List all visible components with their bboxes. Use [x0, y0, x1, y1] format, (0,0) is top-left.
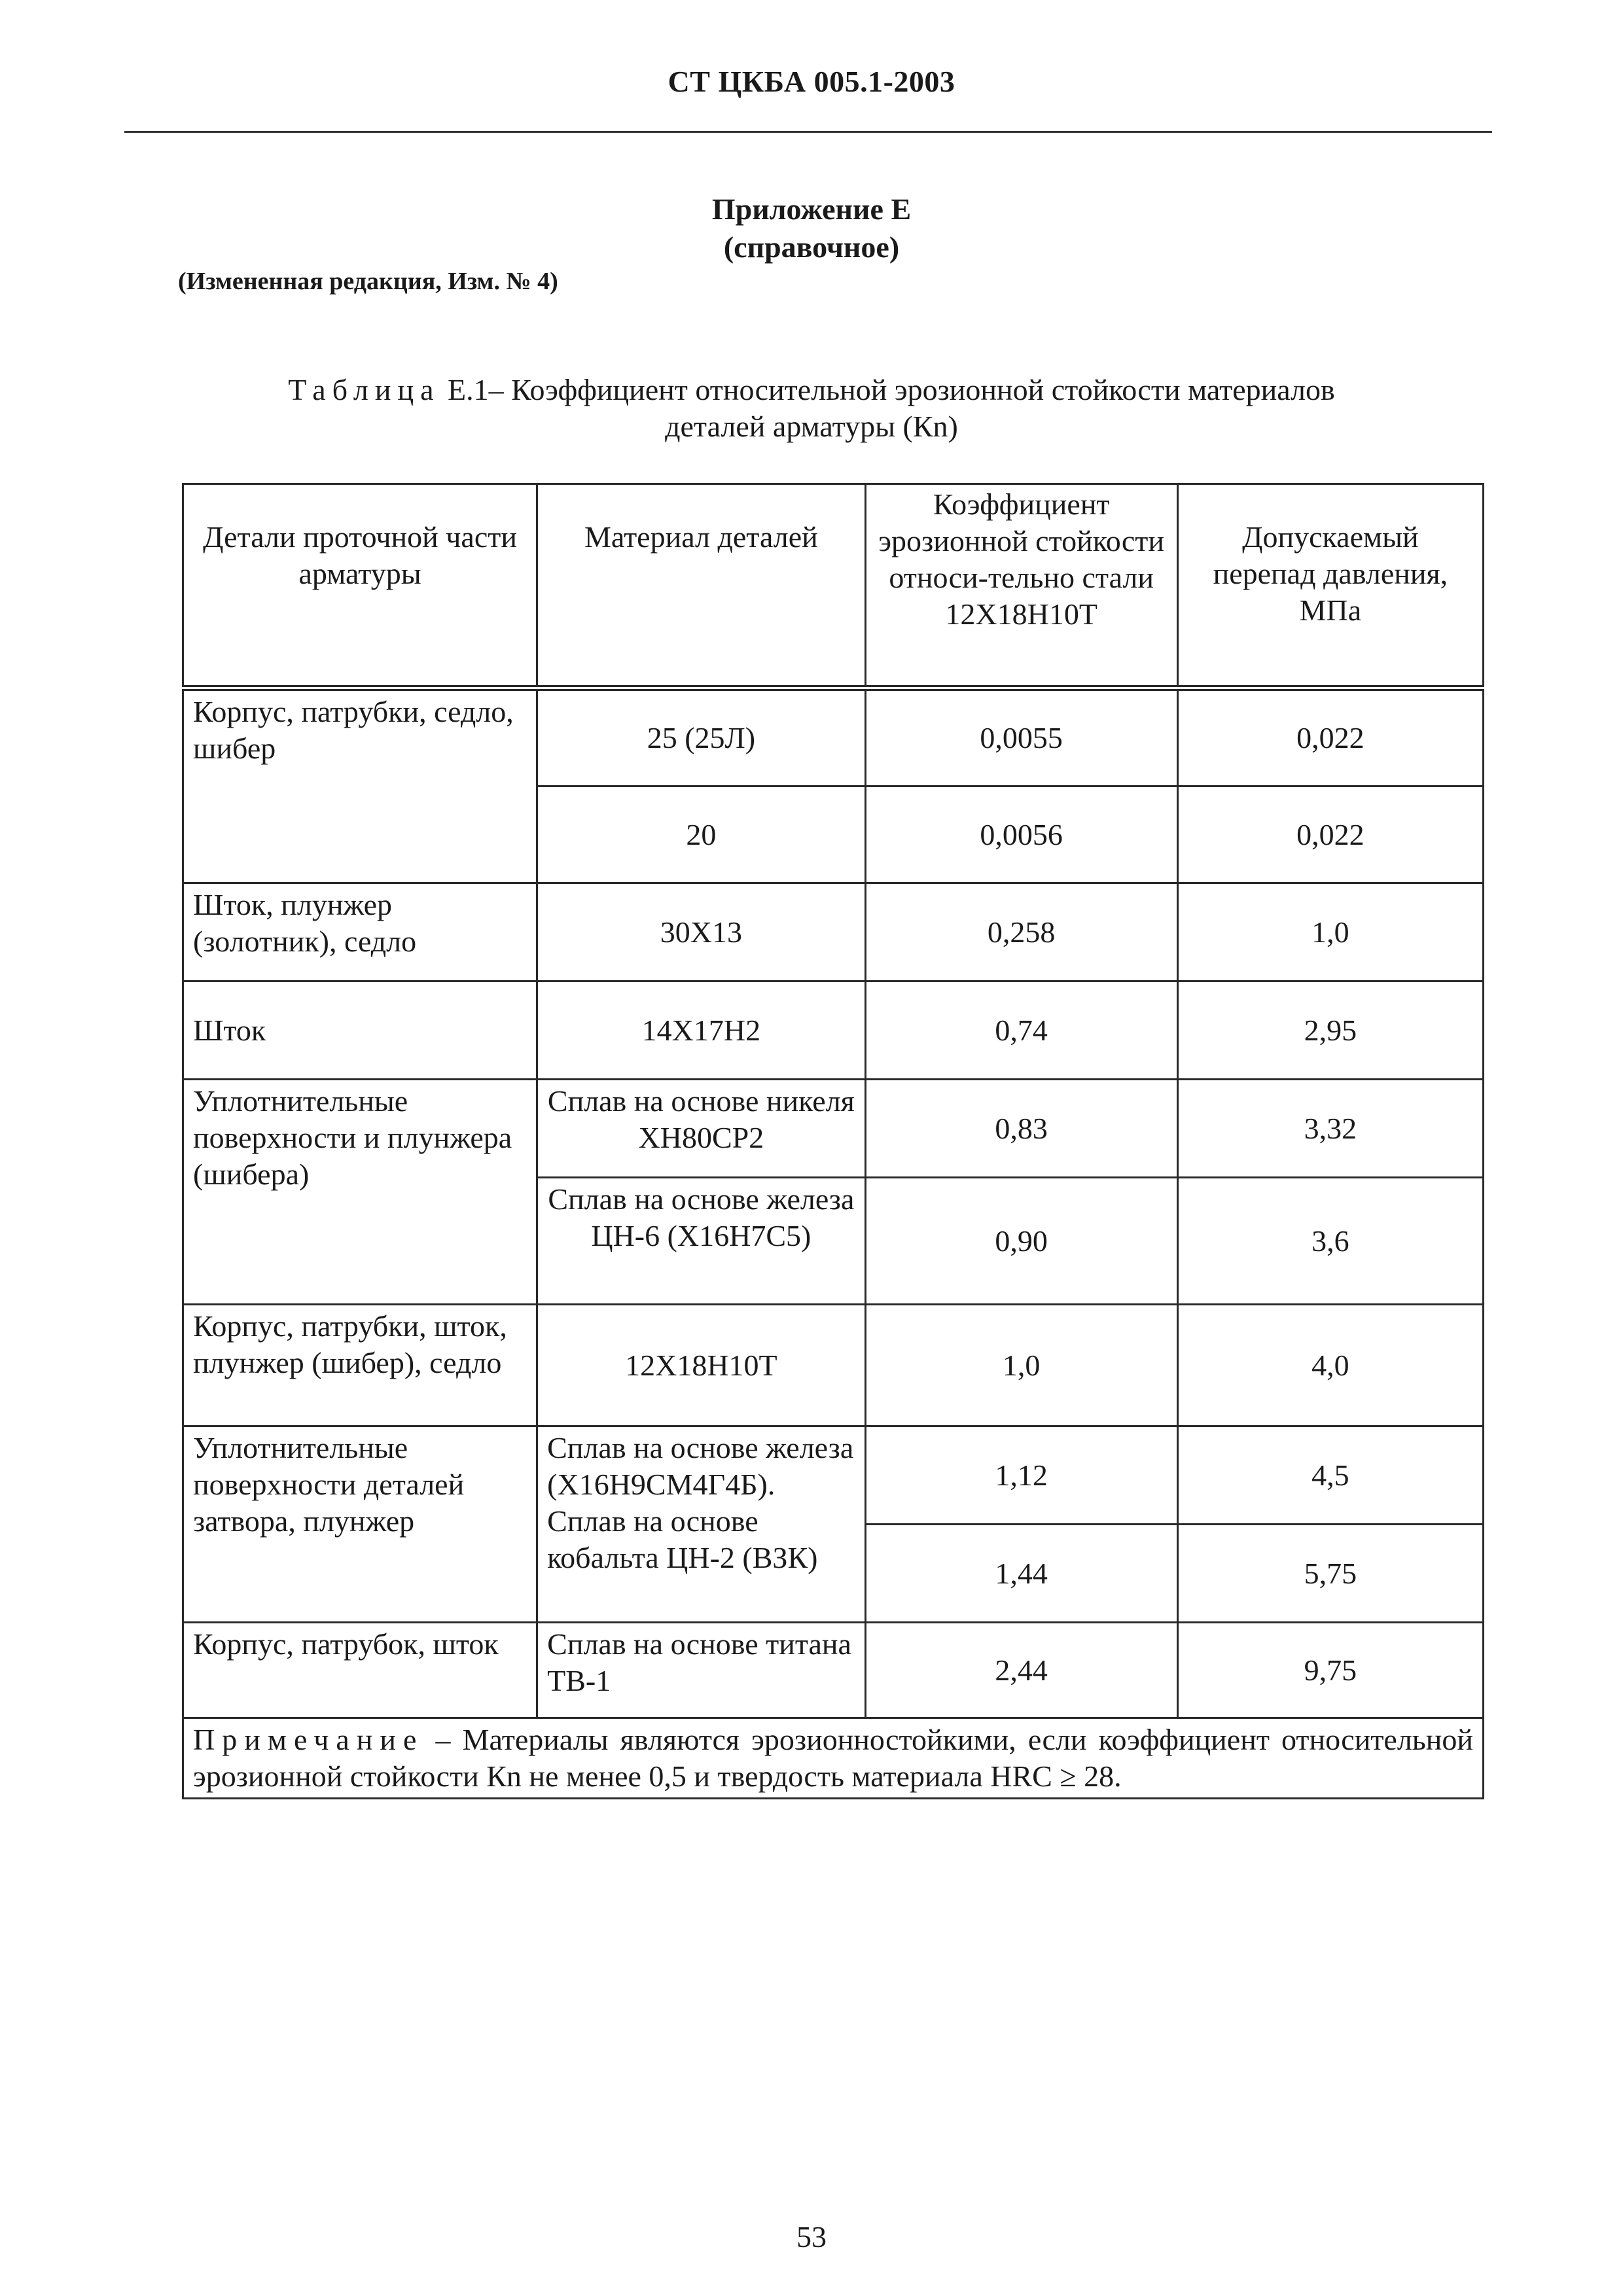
header-rule [124, 131, 1492, 133]
coefficient-cell: 1,0 [865, 1305, 1177, 1426]
material-cell: 14Х17Н2 [537, 981, 865, 1080]
table-row [183, 1426, 1484, 1525]
table-note [183, 1718, 1484, 1799]
coefficient-cell: 0,0056 [865, 786, 1177, 883]
pressure-cell: 2,95 [1177, 981, 1483, 1080]
pressure-cell: 1,0 [1177, 883, 1483, 981]
table-header-row [183, 484, 1484, 688]
pressure-cell: 3,32 [1177, 1080, 1483, 1178]
pressure-cell: 3,6 [1177, 1178, 1483, 1305]
note-row [183, 1718, 1484, 1799]
coefficient-cell: 0,83 [865, 1080, 1177, 1178]
material-line: Сплав на основе железа (Х16Н9СМ4Г4Б). [547, 1431, 854, 1501]
materials-table [182, 483, 1484, 1799]
note-text: – Материалы являются эрозионностойкими, если коэффициент относительной эрозионной стойкости Кn не менее 0,5 и твердость материала HRC ≥ 28. [193, 1723, 1474, 1793]
edition-note: (Измененная редакция, Изм. № 4) [178, 268, 558, 295]
note-label: Примечание [193, 1723, 424, 1756]
part-cell: Шток [183, 981, 537, 1080]
appendix-subtitle: (справочное) [723, 230, 900, 264]
material-cell: Сплав на основе никеля ХН80СР2 [537, 1080, 865, 1178]
part-cell: Корпус, патрубки, седло, шибер [183, 688, 537, 883]
table-row [183, 1623, 1484, 1718]
pressure-cell: 0,022 [1177, 786, 1483, 883]
header-coefficient: Коэффициент эрозионной стойкости относи-тельно стали 12Х18Н10Т [865, 484, 1177, 688]
coefficient-cell: 1,44 [865, 1525, 1177, 1623]
coefficient-cell: 0,0055 [865, 688, 1177, 786]
appendix-title: Приложение Е [711, 192, 912, 226]
material-line: Сплав на основе кобальта ЦН-2 (ВЗК) [547, 1504, 818, 1574]
standard-code: СТ ЦКБА 005.1-2003 [668, 65, 955, 98]
table-row [183, 981, 1484, 1080]
material-cell: 12Х18Н10Т [537, 1305, 865, 1426]
part-cell: Корпус, патрубок, шток [183, 1623, 537, 1718]
coefficient-cell: 0,74 [865, 981, 1177, 1080]
table-row [183, 883, 1484, 981]
table-caption-text-1: Коэффициент относительной эрозионной стойкости материалов [511, 373, 1335, 406]
part-cell: Уплотнительные поверхности и плунжера (шибера) [183, 1080, 537, 1305]
material-cell: 25 (25Л) [537, 688, 865, 786]
material-cell [537, 1426, 865, 1623]
material-cell: 30Х13 [537, 883, 865, 981]
part-cell: Шток, плунжер (золотник), седло [183, 883, 537, 981]
table-caption-number: Е.1– [448, 373, 504, 406]
table-row [183, 1305, 1484, 1426]
material-cell: Сплав на основе железа ЦН-6 (Х16Н7С5) [537, 1178, 865, 1305]
table-caption-text-2: деталей арматуры (Кn) [665, 410, 958, 443]
page-number: 53 [796, 2220, 827, 2253]
pressure-cell: 4,5 [1177, 1426, 1483, 1525]
pressure-cell: 9,75 [1177, 1623, 1483, 1718]
material-cell: 20 [537, 786, 865, 883]
coefficient-cell: 0,258 [865, 883, 1177, 981]
coefficient-cell: 0,90 [865, 1178, 1177, 1305]
header-material: Материал деталей [537, 484, 865, 688]
material-cell: Сплав на основе титана ТВ-1 [537, 1623, 865, 1718]
part-cell: Уплотнительные поверхности деталей затвора, плунжер [183, 1426, 537, 1623]
coefficient-cell: 1,12 [865, 1426, 1177, 1525]
table-caption [0, 372, 1623, 445]
pressure-cell: 4,0 [1177, 1305, 1483, 1426]
pressure-cell: 5,75 [1177, 1525, 1483, 1623]
header-pressure: Допускаемый перепад давления, МПа [1177, 484, 1483, 688]
table-row [183, 1080, 1484, 1178]
coefficient-cell: 2,44 [865, 1623, 1177, 1718]
table-caption-label: Таблица [288, 373, 440, 406]
table-row [183, 688, 1484, 786]
pressure-cell: 0,022 [1177, 688, 1483, 786]
header-part: Детали проточной части арматуры [183, 484, 537, 688]
part-cell: Корпус, патрубки, шток, плунжер (шибер), седло [183, 1305, 537, 1426]
